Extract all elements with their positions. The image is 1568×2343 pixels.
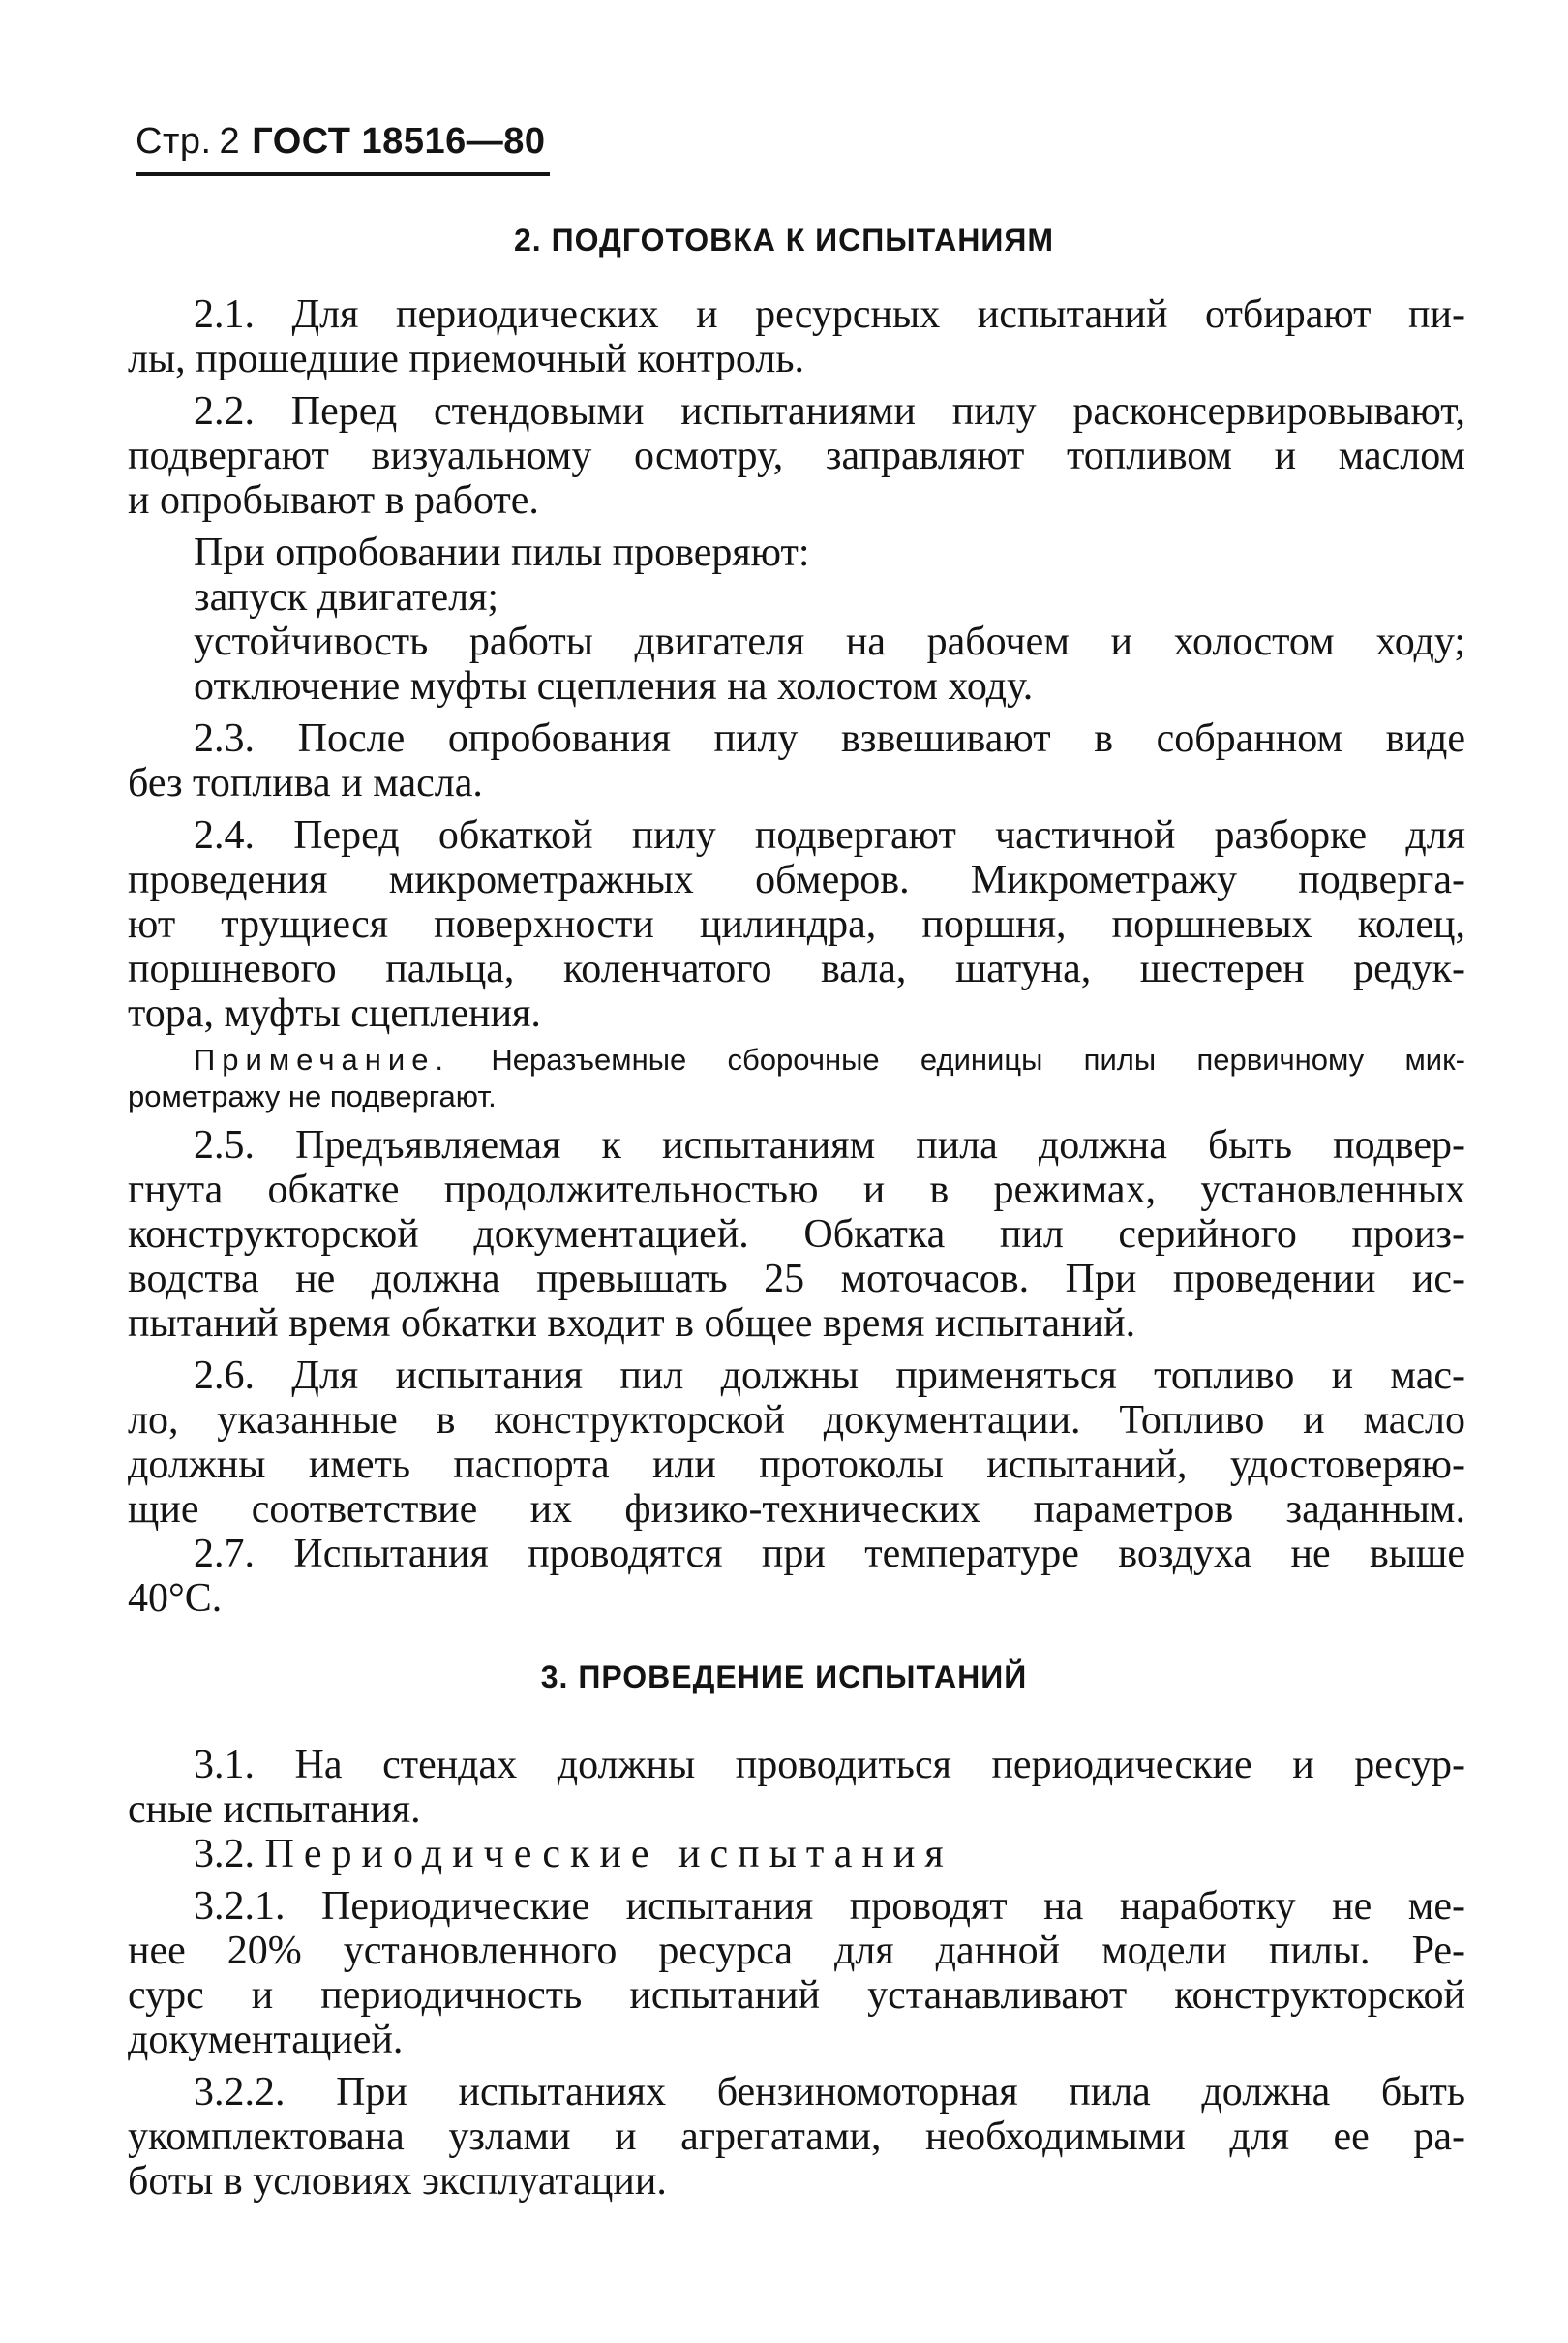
note-line: рометражу не подвергают. bbox=[128, 1080, 497, 1113]
page-number: 2 bbox=[219, 121, 241, 162]
para-2-4-line: тора, муфты сцепления. bbox=[128, 991, 541, 1036]
para-2-4-line: ют трущиеся поверхности цилиндра, поршня, поршневых колец, bbox=[128, 902, 1465, 947]
note-line bbox=[194, 1042, 1465, 1079]
para-2-5-line: 2.5. Предъявляемая к испытаниям пила должна быть подвер- bbox=[194, 1123, 1465, 1168]
section-2-title: 2. ПОДГОТОВКА К ИСПЫТАНИЯМ bbox=[514, 223, 1054, 258]
para-3-2-1-line: документацией. bbox=[128, 2018, 404, 2062]
para-2-5-line: конструкторской документацией. Обкатка пил серийного произ- bbox=[128, 1212, 1465, 1257]
para-2-4-line: 2.4. Перед обкаткой пилу подвергают частичной разборке для bbox=[194, 813, 1465, 858]
para-2-5-line: пытаний время обкатки входит в общее время испытаний. bbox=[128, 1301, 1136, 1346]
para-2-3-line: без топлива и масла. bbox=[128, 761, 483, 806]
para-2-6-line: 2.6. Для испытания пил должны применяться топливо и мас- bbox=[194, 1354, 1465, 1398]
checks-intro: При опробовании пилы проверяют: bbox=[194, 531, 810, 575]
para-2-4-line: проведения микрометражных обмеров. Микрометражу подверга- bbox=[128, 858, 1465, 902]
check-item: отключение муфты сцепления на холостом ходу. bbox=[194, 664, 1034, 709]
para-2-4-line: поршневого пальца, коленчатого вала, шатуна, шестерен редук- bbox=[128, 947, 1465, 991]
para-3-1-line: 3.1. На стендах должны проводиться периодические и ресур- bbox=[194, 1743, 1465, 1787]
check-item: устойчивость работы двигателя на рабочем и холостом ходу; bbox=[194, 620, 1465, 664]
para-2-2-line: 2.2. Перед стендовыми испытаниями пилу расконсервировывают, bbox=[194, 389, 1465, 434]
para-2-3-line: 2.3. После опробования пилу взвешивают в собранном виде bbox=[194, 716, 1465, 761]
subsection-title: Периодические испытания bbox=[264, 1832, 953, 1876]
para-2-7-line: 2.7. Испытания проводятся при температуре воздуха не выше bbox=[194, 1532, 1465, 1576]
check-item: запуск двигателя; bbox=[194, 575, 499, 620]
header-rule bbox=[136, 172, 550, 176]
para-3-2-2-line: 3.2.2. При испытаниях бензиномоторная пила должна быть bbox=[194, 2070, 1465, 2115]
para-2-7-line: 40°С. bbox=[128, 1576, 223, 1621]
standard-designation: ГОСТ 18516—80 bbox=[252, 121, 546, 162]
note-text: Неразъемные сборочные единицы пилы первичному мик- bbox=[491, 1043, 1465, 1077]
para-3-2-1-line: нее 20% установленного ресурса для данной модели пилы. Ре- bbox=[128, 1929, 1465, 1973]
para-2-6-line: щие соответствие их физико-технических параметров заданным. bbox=[128, 1487, 1465, 1532]
para-2-6-line: должны иметь паспорта или протоколы испытаний, удостоверяю- bbox=[128, 1443, 1465, 1487]
page-header bbox=[136, 120, 546, 163]
para-2-5-line: гнута обкатке продолжительностью и в режимах, установленных bbox=[128, 1168, 1465, 1212]
para-3-2-1-line: сурс и периодичность испытаний устанавливают конструкторской bbox=[128, 1973, 1465, 2018]
para-3-2-2-line: боты в условиях эксплуатации. bbox=[128, 2159, 667, 2204]
para-2-6-line: ло, указанные в конструкторской документации. Топливо и масло bbox=[128, 1398, 1465, 1443]
note-label: Примечание. bbox=[194, 1043, 451, 1077]
para-2-1-line: лы, прошедшие приемочный контроль. bbox=[128, 337, 804, 381]
page-label: Стр. bbox=[136, 121, 212, 162]
section-3-title: 3. ПРОВЕДЕНИЕ ИСПЫТАНИЙ bbox=[540, 1659, 1028, 1694]
para-2-1-line: 2.1. Для периодических и ресурсных испытаний отбирают пи- bbox=[194, 292, 1465, 337]
para-2-2-line: подвергают визуальному осмотру, заправляют топливом и маслом bbox=[128, 434, 1465, 478]
para-3-2-2-line: укомплектована узлами и агрегатами, необходимыми для ее ра- bbox=[128, 2115, 1465, 2159]
para-3-2-1-line: 3.2.1. Периодические испытания проводят на наработку не ме- bbox=[194, 1884, 1465, 1929]
para-3-1-line: сные испытания. bbox=[128, 1787, 421, 1832]
subsection-number: 3.2. bbox=[194, 1832, 255, 1876]
subsection-3-2-heading bbox=[194, 1832, 1465, 1876]
para-2-5-line: водства не должна превышать 25 моточасов. При проведении ис- bbox=[128, 1257, 1465, 1301]
para-2-2-line: и опробывают в работе. bbox=[128, 478, 539, 523]
